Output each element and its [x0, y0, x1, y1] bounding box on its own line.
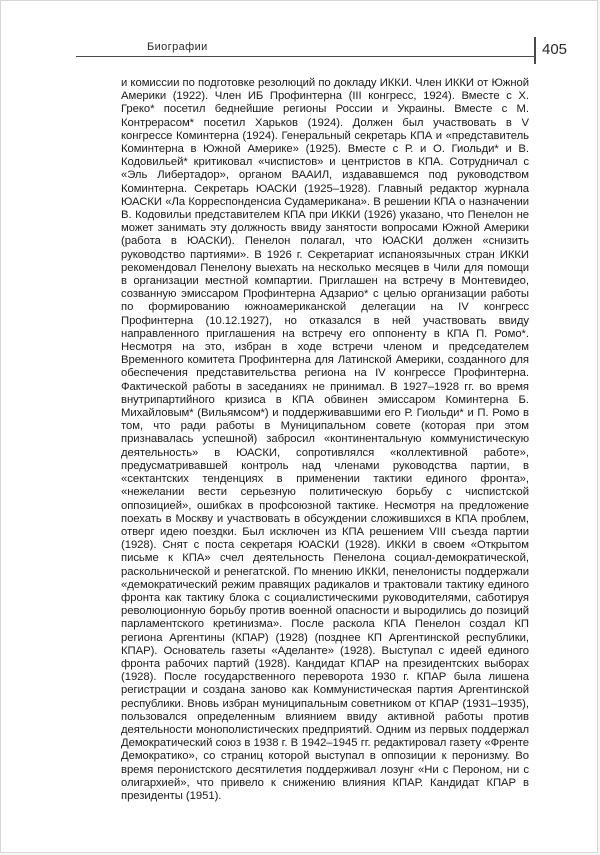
page-number: 405: [542, 41, 568, 58]
running-head-section-title: Биографии: [147, 41, 208, 53]
header-horizontal-rule: [76, 56, 534, 57]
page-number-divider: [534, 37, 536, 64]
biography-body-paragraph: и комиссии по подготовке резолюций по докладу ИККИ. Член ИККИ от Южной Америки (1922). Член ИБ Профинтерна (III конгресс, 1924). Вместе с Х. Греко* посетил беднейшие регионы России и Украины. Вместе с М. Контрерасом* посетил Харьков (1924). Должен был участвовать в V конгрессе Коминтерна (1924). Генеральный секретарь КПА и «представитель Коминтерна в Южной Америке» (1925). Вместе с Р. и О. Гиольди* и В. Кодовильей* критиковал «чиспистов» и центристов в КПА. Сотрудничал с «Эль Либертадор», органом ВААИЛ, издававшемся под руководством Коминтерна. Секретарь ЮАСКИ (1925–1928). Главный редактор журнала ЮАСКИ «Ла Корреспонденсиа Судамерикана». В решении КПА о назначении В. Кодовильи представителем КПА при ИККИ (1926) указано, что Пенелон не может занимать эту должность ввиду занятости вопросами Южной Америки (работа в ЮАСКИ). Пенелон полагал, что ЮАСКИ должен «снизить руководство партиями». В 1926 г. Секретариат испаноязычных стран ИККИ рекомендовал Пенелону выехать на несколько месяцев в Чили для помощи в организации местной компартии. Приглашен на встречу в Монтевидео, созванную эмиссаром Профинтерна Адзарио* с целью организации работы по формированию южноамериканской делегации на IV конгресс Профинтерна (10.12.1927), но отказался в ней участвовать ввиду направленного приглашения на встречу его оппоненту в КПА П. Ромо*. Несмотря на это, избран в ходе встречи членом и председателем Временного комитета Профинтерна для Латинской Америки, созданного для обеспечения представительства региона на IV конгрессе Профинтерна. Фактической работы в заседаниях не принимал. В 1927–1928 гг. во время внутрипартийного кризиса в КПА обвинен эмиссаром Коминтерна Б. Михайловым* (Вильямсом*) и поддерживавшими его Р. Гиольди* и П. Ромо в том, что ради работы в Муниципальном совете (которая при этом признавалась успешной) забросил «континентальную коммунистическую деятельность» в ЮАСКИ, сопротивлялся «коллективной работе», предусматривавшей контроль над членами руководства партии, в «сектантских тенденциях в применении тактики единого фронта», «нежелании вести серьезную политическую борьбу с чиспистской оппозицией», ошибках в профсоюзной тактике. Несмотря на предложение поехать в Москву и участвовать в обсуждении сложившихся в КПА проблем, отверг идею поездки. Был исключен из КПА решением VIII съезда партии (1928). Снят с поста секретаря ЮАСКИ (1928). ИККИ в своем «Открытом письме к КПА» счел деятельность Пенелона социал-демократической, раскольнической и ренегатской. По мнению ИККИ, пенелонисты поддержали «демократический режим правящих радикалов и трактовали тактику единого фронта как тактику блока с социалистическими руководителями, саботируя революционную борьбу против военной опасности и выродились до позиций парламентского кретинизма». После раскола КПА Пенелон создал КП региона Аргентины (КПАР) (1928) (позднее КП Аргентинской республики, КПАР). Основатель газеты «Аделанте» (1928). Выступал с идеей единого фронта рабочих партий (1928). Кандидат КПАР на президентских выборах (1928). После государственного переворота 1930 г. КПАР была лишена регистрации и создана заново как Коммунистическая партия Аргентинской республики. Вновь избран муниципальным советником от КПАР (1931–1935), пользовался определенным влиянием ввиду активной работы против деятельности монополистических предприятий. Одним из первых поддержал Демократический союз в 1938 г. В 1942–1945 гг. редактировал газету «Френте Демократико», со страниц которой выступал в оппозиции к перонизму. Во время перонистского десятилетия поддерживал лозунг «Ни с Пероном, ни с олигархией», что привело к снижению влияния КПАР. Кандидат КПАР в президенты (1951).: [121, 77, 529, 802]
